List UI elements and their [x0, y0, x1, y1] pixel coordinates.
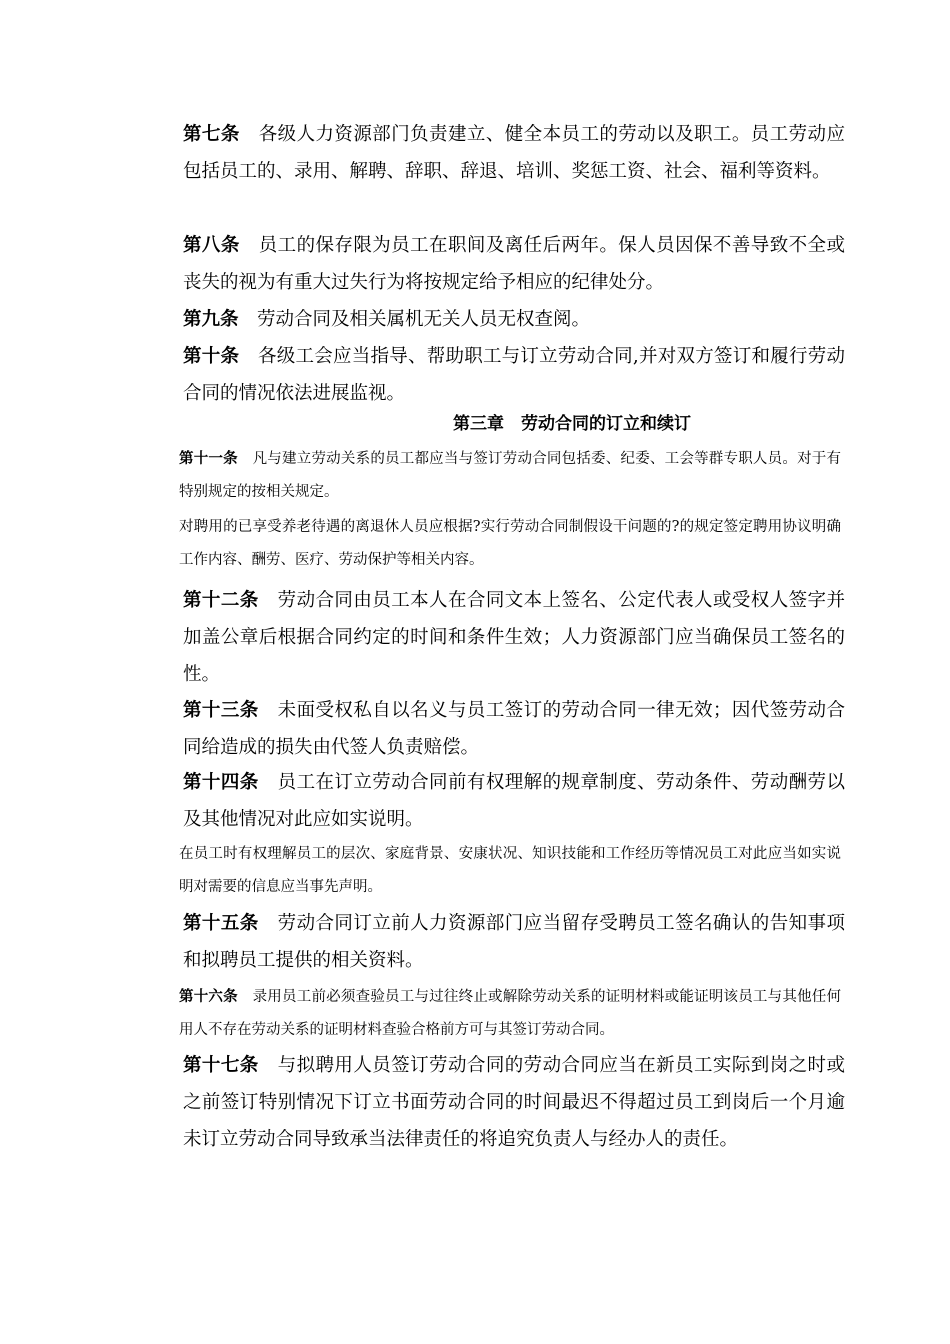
article-text: 劳动合同及相关属机无关人员无权查阅。 — [257, 309, 591, 330]
article-label: 第十一条 — [179, 450, 238, 467]
article-13 — [146, 692, 845, 766]
article-15 — [146, 905, 845, 979]
article-9 — [146, 301, 845, 338]
article-label: 第十三条 — [183, 700, 259, 721]
article-text: 员工在订立劳动合同前有权理解的规章制度、劳动条件、劳动酬劳以及其他情况对此应如实说明。 — [183, 772, 845, 830]
article-16 — [146, 980, 841, 1047]
article-label: 第十六条 — [179, 988, 238, 1005]
article-text: 各级人力资源部门负责建立、健全本员工的劳动以及职工。员工劳动应包括员工的、录用、解聘、辞职、辞退、培训、奖惩工资、社会、福利等资料。 — [183, 124, 845, 182]
article-text: 与拟聘用人员签订劳动合同的劳动合同应当在新员工实际到岗之时或之前签订特别情况下订立书面劳动合同的时间最迟不得超过员工到岗后一个月逾未订立劳动合同导致承当法律责任的将追究负责人与经办人的责任。 — [183, 1055, 845, 1150]
article-text: 劳动合同订立前人力资源部门应当留存受聘员工签名确认的告知事项和拟聘员工提供的相关资料。 — [183, 913, 845, 971]
article-text: 凡与建立劳动关系的员工都应当与签订劳动合同包括委、纪委、工会等群专职人员。对于有特别规定的按相关规定。 — [179, 451, 842, 500]
article-label: 第七条 — [183, 124, 240, 145]
article-text: 对聘用的已享受养老待遇的离退休人员应根据?实行劳动合同制假设干问题的?的规定签定聘用协议明确工作内容、酬劳、医疗、劳动保护等相关内容。 — [179, 519, 841, 568]
article-text: 在员工时有权理解员工的层次、家庭背景、安康状况、知识技能和工作经历等情况员工对此应当如实说明对需要的信息应当事先声明。 — [179, 846, 841, 895]
article-label: 第八条 — [183, 235, 240, 256]
article-7 — [146, 116, 845, 190]
article-text: 劳动合同由员工本人在合同文本上签名、公定代表人或受权人签字并加盖公章后根据合同约定的时间和条件生效；人力资源部门应当确保员工签名的性。 — [183, 590, 845, 685]
article-17 — [146, 1047, 845, 1158]
chapter-heading: 第三章 劳动合同的订立和续订 — [453, 414, 691, 434]
article-14 — [146, 764, 845, 838]
article-12 — [146, 582, 845, 693]
article-text: 录用员工前必须查验员工与过往终止或解除劳动关系的证明材料或能证明该员工与其他任何用人不存在劳动关系的证明材料查验合格前方可与其签订劳动合同。 — [179, 989, 842, 1038]
article-8 — [146, 227, 845, 301]
article-11-continuation — [146, 511, 841, 577]
article-label: 第十二条 — [183, 590, 259, 611]
article-label: 第十条 — [183, 346, 240, 367]
article-10 — [146, 338, 845, 412]
article-label: 第十四条 — [183, 772, 259, 793]
article-text: 各级工会应当指导、帮助职工与订立劳动合同,并对双方签订和履行劳动合同的情况依法进展监视。 — [183, 346, 845, 404]
article-label: 第十五条 — [183, 913, 259, 934]
article-11 — [146, 442, 841, 509]
article-text: 未面受权私自以名义与员工签订的劳动合同一律无效；因代签劳动合同给造成的损失由代签人负责赔偿。 — [183, 700, 845, 758]
article-label: 第九条 — [183, 309, 239, 330]
article-text: 员工的保存限为员工在职间及离任后两年。保人员因保不善导致不全或丧失的视为有重大过失行为将按规定给予相应的纪律处分。 — [183, 235, 845, 293]
article-label: 第十七条 — [183, 1055, 259, 1076]
article-14-continuation — [146, 838, 841, 904]
